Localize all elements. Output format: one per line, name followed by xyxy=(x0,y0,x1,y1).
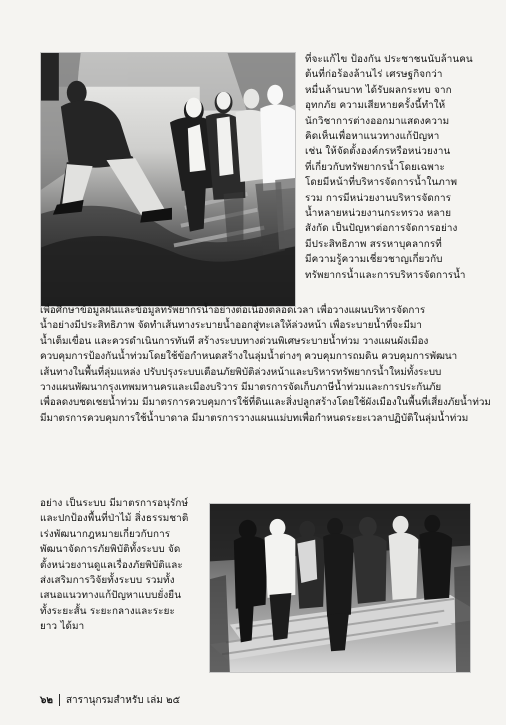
left-column-line: ยาว ได้มา xyxy=(40,621,85,633)
right-column-line: ที่เกี่ยวกับทรัพยากรน้ำโดยเฉพาะ xyxy=(305,161,445,173)
full-width-line: เพื่อศึกษาข้อมูลฝนและข้อมูลทรัพยากรน้ำอย่างต่อเนื่องตลอดเวลา เพื่อวางแผนบริหารจัดการ xyxy=(40,305,426,316)
footer-divider xyxy=(59,694,60,706)
left-column-line: พัฒนาจัดการภัยพิบัติทั้งระบบ จัด xyxy=(40,544,181,556)
left-column-line: เร่งพัฒนากฎหมายเกี่ยวกับการ xyxy=(40,528,171,540)
right-column-line: ต้นที่ก่อร้องล้านไร่ เศรษฐกิจกว่า xyxy=(305,69,443,81)
full-width-line: เส้นทางในพื้นที่ลุ่มแหล่ง ปรับปรุงระบบเตือนภัยพิบัติล่วงหน้าและบริหารทรัพยากรน้ำใหม่ทั้งระบบ xyxy=(40,366,442,378)
left-column-line: เสนอแนวทางแก้ปัญหาแบบยั่งยืน xyxy=(40,590,182,602)
right-column-line: หมื่นล้านบาท ได้รับผลกระทบ จาก xyxy=(305,84,452,96)
right-column-line: ทรัพยากรน้ำและการบริหารจัดการน้ำ xyxy=(305,269,466,281)
full-width-line: ควบคุมการป้องกันน้ำท่วมโดยใช้ข้อกำหนดสร้างในลุ่มน้ำต่างๆ ควบคุมการถมดิน ควบคุมการพัฒนา xyxy=(40,351,458,363)
right-column-line: เช่น ให้จัดตั้งองค์กรหรือหน่วยงาน xyxy=(305,146,451,158)
full-width-text xyxy=(40,303,491,426)
right-column-line: สังกัด เป็นปัญหาต่อการจัดการอย่าง xyxy=(305,223,458,235)
event-photo-top-image xyxy=(41,53,295,306)
right-column-line: อุทกภัย ความเสียหายครั้งนี้ทำให้ xyxy=(305,100,446,112)
page-footer xyxy=(40,692,180,708)
right-column-line: คิดเห็นเพื่อหาแนวทางแก้ปัญหา xyxy=(305,131,440,143)
right-column-line: รวม การมีหน่วยงานบริหารจัดการ xyxy=(305,192,452,204)
right-column-line: น้ำหลายหน่วยงานกระทรวง หลาย xyxy=(305,208,452,220)
full-width-line: มีมาตรการควบคุมการใช้น้ำบาดาล มีมาตรการวางแผนแม่บทเพื่อกำหนดระยะเวลาปฏิบัติในลุ่มน้ำท่วม xyxy=(40,412,469,424)
left-column-line: ตั้งหน่วยงานดูแลเรื่องภัยพิบัติและ xyxy=(40,559,183,571)
right-column-line: ที่จะแก้ไข ป้องกัน ประชาชนนับล้านคน xyxy=(305,54,473,65)
right-column-line: โดยมีหน้าที่บริหารจัดการน้ำในภาพ xyxy=(305,177,458,189)
event-photo-bottom-image xyxy=(210,504,470,672)
right-column-line: มีความรู้ความเชี่ยวชาญเกี่ยวกับ xyxy=(305,254,443,266)
full-width-line: น้ำเต็มเขื่อน และควรดำเนินการทันที สร้างระบบทางด่วนพิเศษระบายน้ำท่วม วางแผนผังเมือง xyxy=(40,335,429,347)
right-column-line: นักวิชาการต่างออกมาแสดงความ xyxy=(305,115,450,127)
full-width-line: น้ำอย่างมีประสิทธิภาพ จัดทำเส้นทางระบายน้ำออกสู่ทะเลให้ล่วงหน้า เพื่อระบายน้ำที่จะมีมา xyxy=(40,320,422,332)
full-width-line: วางแผนพัฒนากรุงเทพมหานครและเมืองบริวาร มีมาตรการจัดเก็บภาษีน้ำท่วมและการประกันภัย xyxy=(40,382,442,394)
left-column-line: และปกป้องพื้นที่ป่าไม้ สิ่งธรรมชาติ xyxy=(40,513,189,525)
left-column-line: ทั้งระยะสั้น ระยะกลางและระยะ xyxy=(40,605,175,617)
right-column-text xyxy=(305,52,471,283)
page-number: ๖๒ xyxy=(40,694,53,706)
full-width-line: เพื่อลดงบชดเชยน้ำท่วม มีมาตรการควบคุมการใช้ที่ดินและสิ่งปลูกสร้างโดยใช้ผังเมืองในพื้นที่เสี่ยงภัยน้ำท่วม xyxy=(40,397,491,409)
left-column-line: อย่าง เป็นระบบ มีมาตรการอนุรักษ์ xyxy=(40,498,189,509)
publication-title: สารานุกรมสำหรับ เล่ม ๒๕ xyxy=(65,694,181,706)
event-photo-top xyxy=(40,52,296,307)
event-photo-bottom xyxy=(209,503,471,673)
right-column-line: มีประสิทธิภาพ สรรหาบุคลากรที่ xyxy=(305,238,442,250)
left-column-line: ส่งเสริมการวิจัยทั้งระบบ รวมทั้ง xyxy=(40,575,175,587)
left-column-text xyxy=(40,496,202,635)
